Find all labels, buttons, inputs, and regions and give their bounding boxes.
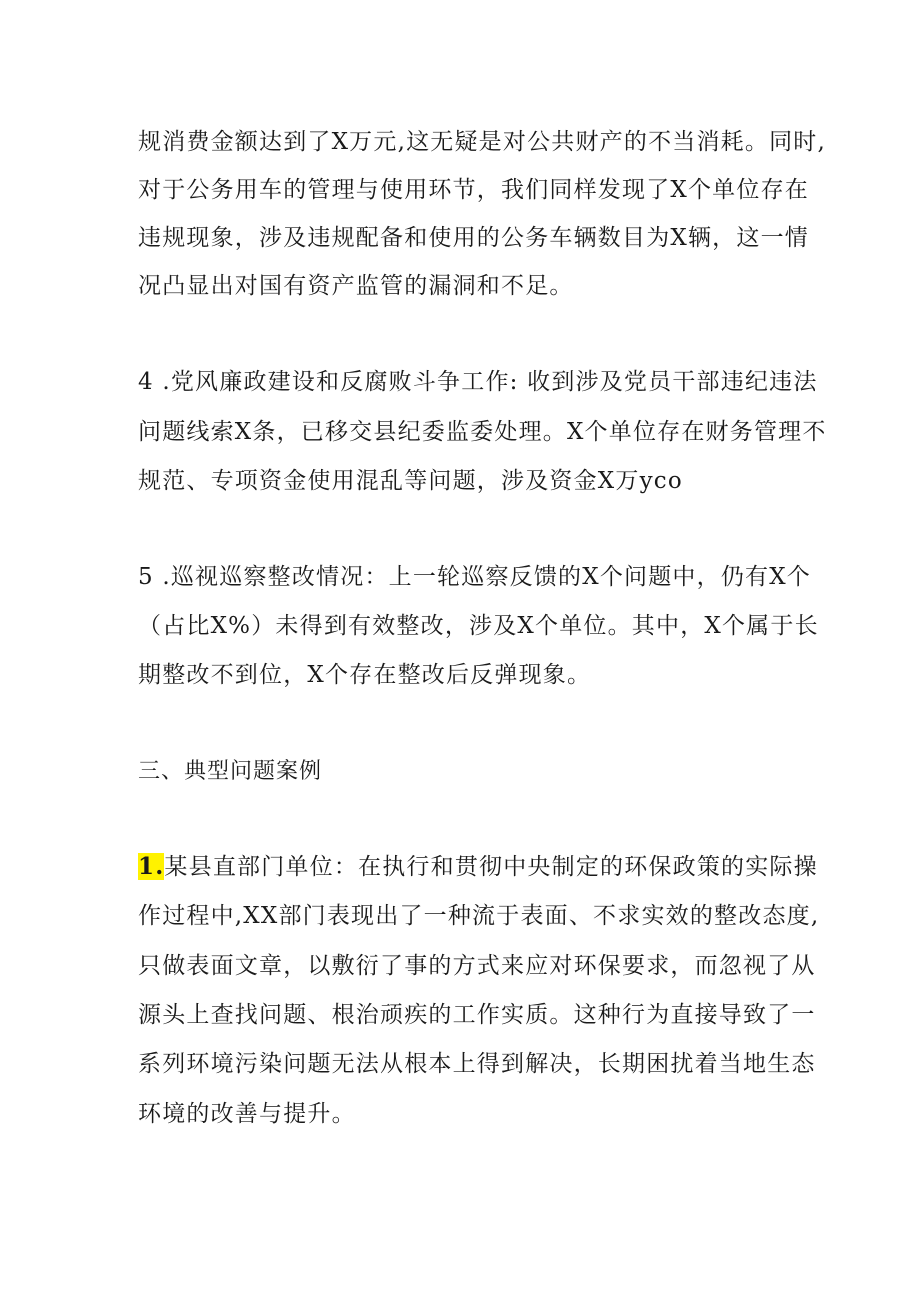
paragraph-2-line-3: 规范、专项资金使用混乱等问题，涉及资金X万yco xyxy=(138,468,683,494)
paragraph-3-line-1: 5 .巡视巡察整改情况：上一轮巡察反馈的X个问题中，仍有X个 xyxy=(138,564,812,590)
paragraph-4-line-6: 环境的改善与提升。 xyxy=(138,1101,356,1127)
paragraph-4-line-1-text: 某县直部门单位：在执行和贯彻中央制定的环保政策的实际操 xyxy=(164,854,818,880)
paragraph-2-line-2: 问题线索X条，已移交县纪委监委处理。X个单位存在财务管理不 xyxy=(138,419,827,445)
paragraph-1-line-2: 对于公务用车的管理与使用环节，我们同样发现了X个单位存在 xyxy=(138,177,809,203)
paragraph-4-line-2: 作过程中,XX部门表现出了一种流于表面、不求实效的整改态度, xyxy=(138,903,820,929)
paragraph-1-line-4: 况凸显出对国有资产监管的漏洞和不足。 xyxy=(138,273,574,299)
paragraph-3-line-3: 期整改不到位，X个存在整改后反弹现象。 xyxy=(138,662,592,688)
paragraph-1-line-3: 违规现象，涉及违规配备和使用的公务车辆数目为X辆，这一情 xyxy=(138,225,809,251)
paragraph-4-line-3: 只做表面文章，以敷衍了事的方式来应对环保要求，而忽视了从 xyxy=(138,953,816,979)
highlighted-marker: 1. xyxy=(138,853,165,880)
paragraph-4-line-1 xyxy=(138,853,818,881)
paragraph-3-line-2: （占比X%）未得到有效整改，涉及X个单位。其中，X个属于长 xyxy=(138,613,819,639)
paragraph-4-line-4: 源头上查找问题、根治顽疾的工作实质。这种行为直接导致了一 xyxy=(138,1002,816,1028)
paragraph-4-line-5: 系列环境污染问题无法从根本上得到解决，长期困扰着当地生态 xyxy=(138,1051,816,1077)
paragraph-2-line-1: 4 .党风廉政建设和反腐败斗争工作: 收到涉及党员干部违纪违法 xyxy=(138,369,818,395)
section-heading: 三、典型问题案例 xyxy=(138,759,323,784)
paragraph-1-line-1: 规消费金额达到了X万元,这无疑是对公共财产的不当消耗。同时, xyxy=(138,129,826,155)
